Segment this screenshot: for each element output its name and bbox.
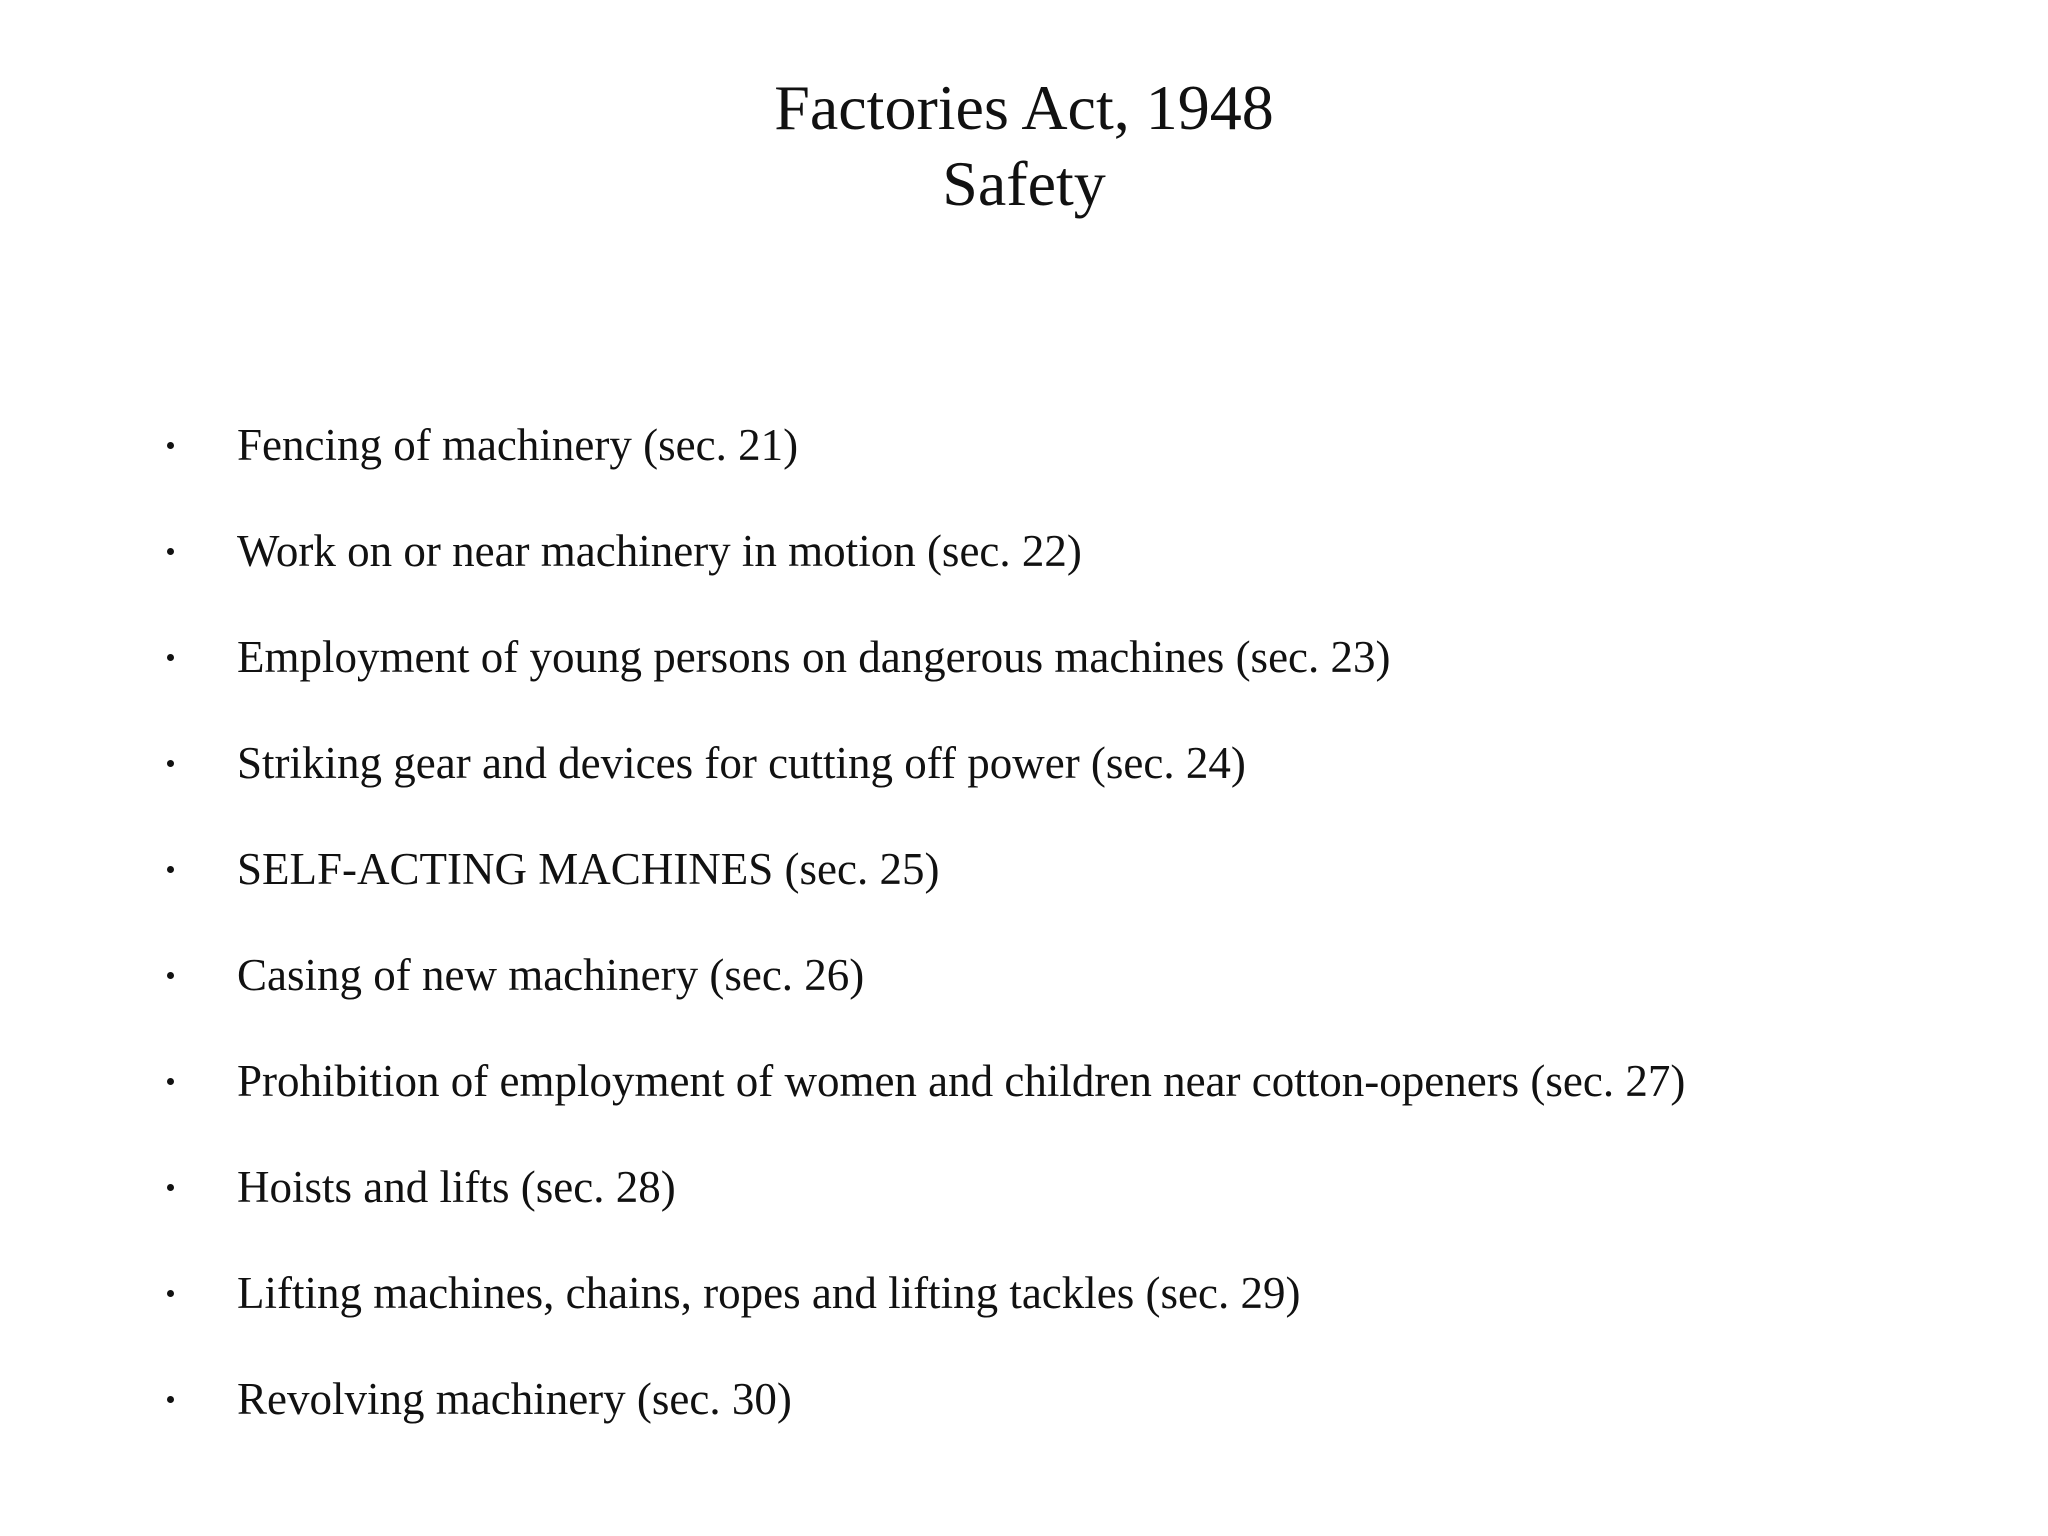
list-item	[165, 1152, 1685, 1258]
list-item	[165, 940, 1685, 1046]
list-item	[165, 410, 1685, 516]
list-item-text: Work on or near machinery in motion (sec. 22)	[237, 526, 1082, 576]
list-item-text: Casing of new machinery (sec. 26)	[237, 950, 865, 1000]
slide-title: Factories Act, 1948	[774, 72, 1274, 143]
list-item	[165, 1258, 1685, 1364]
list-item-text: SELF-ACTING MACHINES (sec. 25)	[237, 844, 940, 894]
bullet-icon	[167, 972, 174, 979]
list-item	[165, 1046, 1685, 1152]
bullet-icon	[167, 866, 174, 873]
list-item	[165, 834, 1685, 940]
list-item-text: Striking gear and devices for cutting off power (sec. 24)	[237, 738, 1246, 788]
bullet-icon	[167, 760, 174, 767]
list-item-text: Fencing of machinery (sec. 21)	[237, 420, 799, 470]
slide-subtitle: Safety	[942, 148, 1106, 219]
list-item	[165, 622, 1685, 728]
list-item	[165, 1364, 1685, 1470]
list-item-text: Lifting machines, chains, ropes and lifting tackles (sec. 29)	[237, 1268, 1301, 1318]
list-item	[165, 516, 1685, 622]
bullet-list	[165, 410, 1685, 1470]
bullet-icon	[167, 548, 174, 555]
list-item-text: Hoists and lifts (sec. 28)	[237, 1162, 676, 1212]
bullet-icon	[167, 1184, 174, 1191]
title-block	[0, 70, 2048, 222]
bullet-icon	[167, 654, 174, 661]
bullet-icon	[167, 1078, 174, 1085]
list-item-text: Employment of young persons on dangerous machines (sec. 23)	[237, 632, 1391, 682]
list-item-text: Revolving machinery (sec. 30)	[237, 1374, 792, 1424]
bullet-icon	[167, 1396, 174, 1403]
bullet-icon	[167, 442, 174, 449]
list-item-text: Prohibition of employment of women and children near cotton-openers (sec. 27)	[237, 1056, 1686, 1106]
list-item	[165, 728, 1685, 834]
bullet-icon	[167, 1290, 174, 1297]
